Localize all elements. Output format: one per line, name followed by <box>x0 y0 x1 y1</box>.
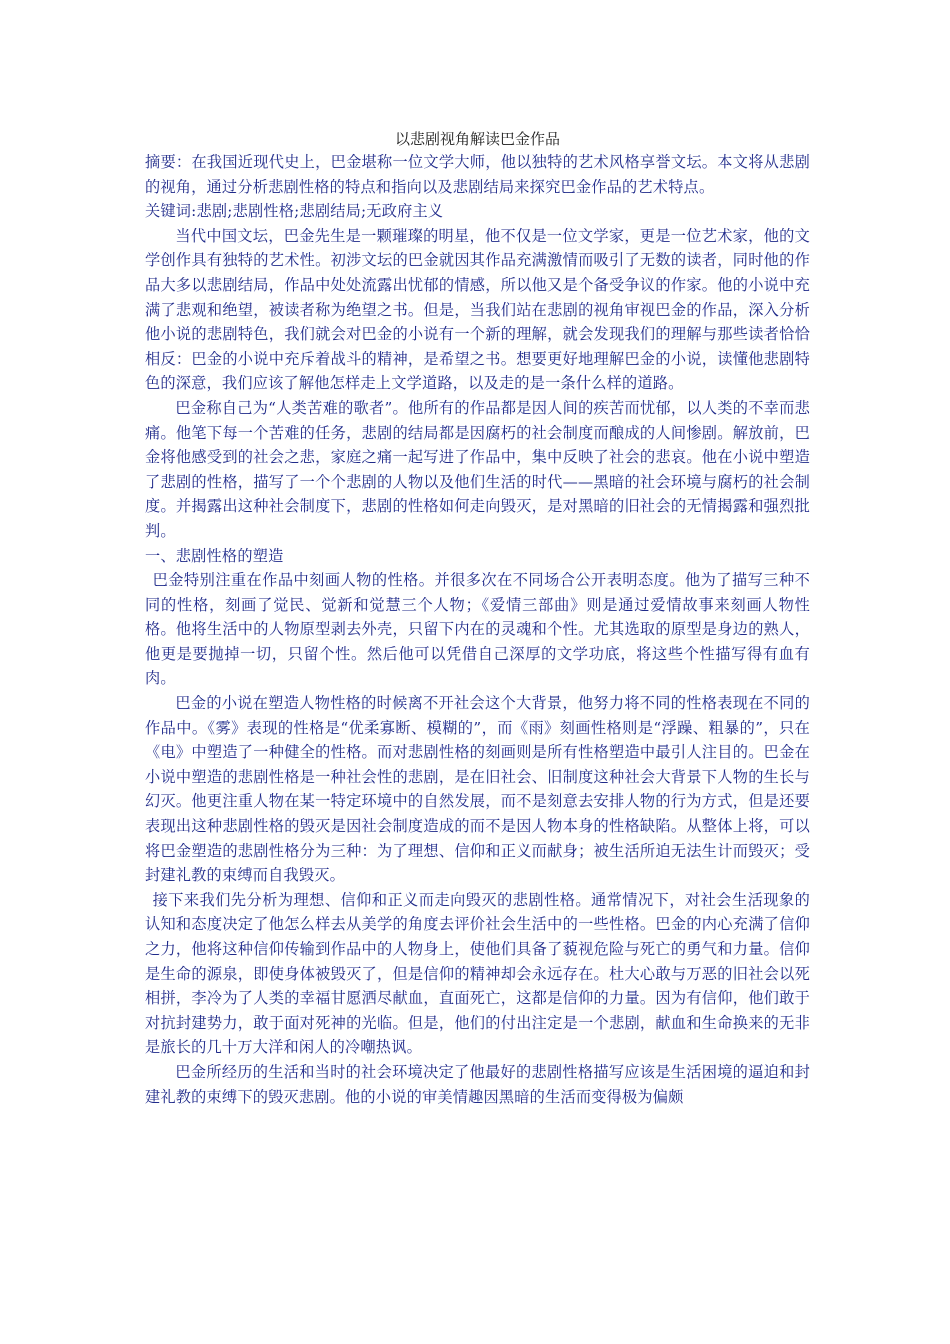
paragraph-character-focus: 巴金特别注重在作品中刻画人物的性格。并很多次在不同场合公开表明态度。他为了描写三种不同的性格，刻画了觉民、觉新和觉慧三个人物；《爱情三部曲》则是通过爱情故事来刻画人物性格。他将生活中的人物原型剥去外壳，只留下内在的灵魂和个性。尤其选取的原型是身边的熟人，他更是要抛掉一切，只留个性。然后他可以凭借自己深厚的文学功底，将这些个性描写得有血有肉。 <box>145 571 810 688</box>
paragraph-singer-of-suffering: 巴金称自己为“人类苦难的歌者”。他所有的作品都是因人间的疾苦而忧郁，以人类的不幸而悲痛。他笔下每一个苦难的任务，悲剧的结局都是因腐朽的社会制度而酿成的人间惨剧。解放前，巴金将他感受到的社会之悲，家庭之痛一起写进了作品中，集中反映了社会的悲哀。他在小说中塑造了悲剧的性格，描写了一个个悲剧的人物以及他们生活的时代——黑暗的社会环境与腐朽的社会制度。并揭露出这种社会制度下，悲剧的性格如何走向毁灭，是对黑暗的旧社会的无情揭露和强烈批判。 <box>145 398 810 540</box>
abstract: 摘要：在我国近现代史上，巴金堪称一位文学大师，他以独特的艺术风格享誉文坛。本文将从悲剧的视角，通过分析悲剧性格的特点和指向以及悲剧结局来探究巴金作品的艺术特点。 <box>145 153 810 196</box>
section-heading: 一、悲剧性格的塑造 <box>145 546 284 565</box>
paragraph-life-hardship: 巴金所经历的生活和当时的社会环境决定了他最好的悲剧性格描写应该是生活困境的逼迫和封建礼教的束缚下的毁灭悲剧。他的小说的审美情趣因黑暗的生活而变得极为偏颇 <box>145 1062 810 1106</box>
document-title: 以悲剧视角解读巴金作品 <box>394 130 560 148</box>
paragraph-intro: 当代中国文坛，巴金先生是一颗璀璨的明星，他不仅是一位文学家，更是一位艺术家，他的文学创作具有独特的艺术性。初涉文坛的巴金就因其作品充满激情而吸引了无数的读者，同时他的作品大多以悲剧结局，作品中处处流露出忧郁的情感，所以他又是个备受争议的作家。他的小说中充满了悲观和绝望，被读者称为绝望之书。但是，当我们站在悲剧的视角审视巴金的作品，深入分析他小说的悲剧特色，我们就会对巴金的小说有一个新的理解，就会发现我们的理解与那些读者恰恰相反：巴金的小说中充斥着战斗的精神，是希望之书。想要更好地理解巴金的小说，读懂他悲剧特色的深意，我们应该了解他怎样走上文学道路，以及走的是一条什么样的道路。 <box>145 226 810 393</box>
paragraph-social-background: 巴金的小说在塑造人物性格的时候离不开社会这个大背景，他努力将不同的性格表现在不同的作品中。《雾》表现的性格是“优柔寡断、模糊的”，而《雨》刻画性格则是“浮躁、粗暴的”，只在《电》中塑造了一种健全的性格。而对悲剧性格的刻画则是所有性格塑造中最引人注目的。巴金在小说中塑造的悲剧性格是一种社会性的悲剧，是在旧社会、旧制度这种社会大背景下人物的生长与幻灭。他更注重人物在某一特定环境中的自然发展，而不是刻意去安排人物的行为方式，但是还要表现出这种悲剧性格的毁灭是因社会制度造成的而不是因人物本身的性格缺陷。从整体上将，可以将巴金塑造的悲剧性格分为三种：为了理想、信仰和正义而献身；被生活所迫无法生计而毁灭；受封建礼教的束缚而自我毁灭。 <box>145 694 810 885</box>
document-body <box>145 150 810 1109</box>
paragraph-faith-sacrifice: 接下来我们先分析为理想、信仰和正义而走向毁灭的悲剧性格。通常情况下，对社会生活现象的认知和态度决定了他怎么样去从美学的角度去评价社会生活中的一些性格。巴金的内心充满了信仰之力，他将这种信仰传输到作品中的人物身上，使他们具备了藐视危险与死亡的勇气和力量。信仰是生命的源泉，即使身体被毁灭了，但是信仰的精神却会永远存在。杜大心敢与万恶的旧社会以死相拼，李冷为了人类的幸福甘愿洒尽献血，直面死亡，这都是信仰的力量。因为有信仰，他们敢于对抗封建势力，敢于面对死神的光临。但是，他们的付出注定是一个悲剧，献血和生命换来的无非是旅长的几十万大洋和闲人的冷嘲热讽。 <box>145 890 810 1057</box>
keywords: 关键词:悲剧;悲剧性格;悲剧结局;无政府主义 <box>145 202 444 221</box>
